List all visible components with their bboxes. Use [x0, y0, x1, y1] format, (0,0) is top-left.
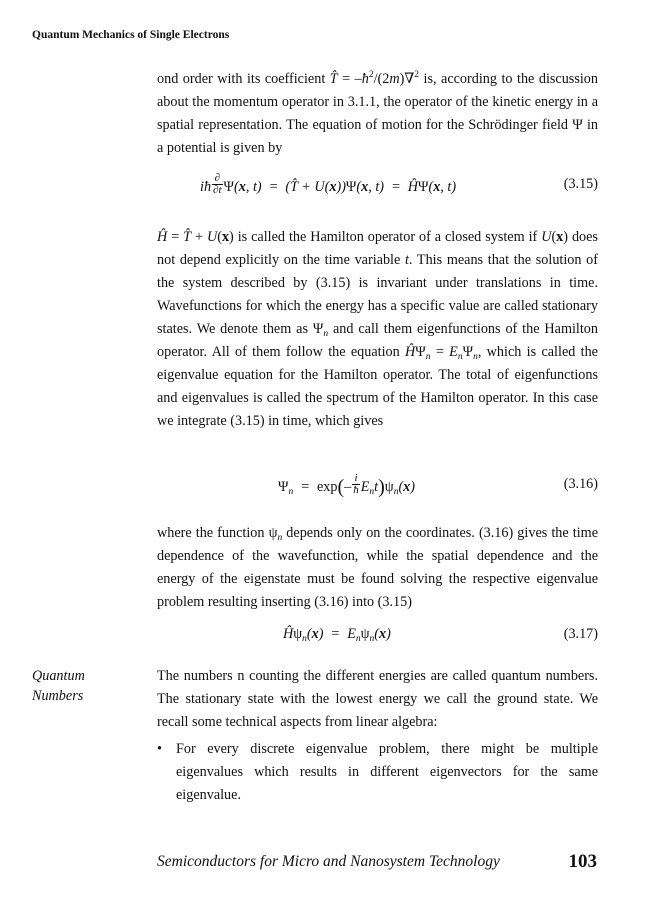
equation-3-17	[157, 626, 598, 650]
time-evolution-math: $\Psi_n = \exp(-$ $\frac{i}{ħ}$ $E_nt)\psi_n(x)$	[278, 472, 415, 498]
potential-symbol: U(x)	[541, 229, 568, 245]
equation-number: (3.17)	[563, 626, 598, 642]
page-number: 103	[568, 851, 597, 872]
bullet-marker: •	[157, 741, 162, 757]
paragraph-kinetic-energy: ond order with its coefficient T̂ = $-ħ^2/(2m)\nabla^2$ is, according to the discussion about the momentum operator in 3.1.1, the operator of the kinetic energy in a spatial representation. The equation of motion for the Schrödinger field Ψ in a potential is given by	[157, 70, 598, 156]
psi-symbol: Ψ	[572, 117, 583, 133]
equation-number: (3.16)	[563, 476, 598, 492]
margin-note-quantum-numbers: Quantum Numbers	[32, 668, 85, 704]
psi-n-symbol: $\Psi_n$	[312, 321, 329, 339]
equation-3-15	[157, 172, 598, 200]
equation-3-16	[157, 472, 598, 500]
equation-number: (3.15)	[563, 176, 598, 192]
paragraph-hamilton-operator: Ĥ = T̂ + U(x) is called the Hamilton operator of a closed system if U(x) does not depend explicitly on the time variable t. This means that the solution of the system described by (3.15) is invariant under translations in time. Wavefunctions for which the energy has a specific value are called stationary states. We denote them as $\Psi_n$ and call them eigenfunctions of the Hamilton operator. All of them follow the equation $Ĥ\Psi_n = E_n\Psi_n$, which is called the eigenvalue equation for the Hamilton operator. The total of eigenfunctions and eigenvalues is called the spectrum of the Hamilton operator. In this case we integrate (3.15) in time, which gives	[157, 229, 598, 429]
paragraph-spatial-dependence: where the function $\psi_n$ depends only on the coordinates. (3.16) gives the time dependence of the wavefunction, while the spatial dependence and the energy of the eigenstate must be found solving the respective eigenvalue problem resulting inserting (3.16) into (3.15)	[157, 525, 598, 610]
paragraph-quantum-numbers: The numbers n counting the different energies are called quantum numbers. The stationary state with the lowest energy we call the ground state. We recall some technical aspects from linear algebra:	[157, 668, 598, 730]
eigenvalue-equation-inline: $Ĥ\Psi_n = E_n\Psi_n$	[405, 344, 478, 362]
hamiltonian-definition: Ĥ = T̂ + U(x)	[157, 229, 234, 245]
running-header: Quantum Mechanics of Single Electrons	[32, 29, 230, 41]
schroedinger-equation-math: iħ $\frac{\partial}{\partial t}$ Ψ(x, t) = (T̂ + U(x))Ψ(x, t) = ĤΨ(x, t)	[200, 172, 457, 196]
footer-book-title: Semiconductors for Micro and Nanosystem Technology	[157, 853, 500, 870]
eigenvalue-problem-math: $Ĥ\psi_n(x) = E_n\psi_n(x)$	[283, 626, 391, 644]
time-variable: t	[404, 252, 409, 268]
bullet-item	[157, 738, 598, 807]
bullet-text: For every discrete eigenvalue problem, there might be multiple eigenvalues which results in different eigenvectors for the same eigenvalue.	[176, 741, 598, 803]
kinetic-operator-formula: T̂ = $-ħ^2/(2m)\nabla^2$	[329, 70, 420, 87]
psi-n-lowercase-symbol: $\psi_n$	[268, 525, 283, 543]
